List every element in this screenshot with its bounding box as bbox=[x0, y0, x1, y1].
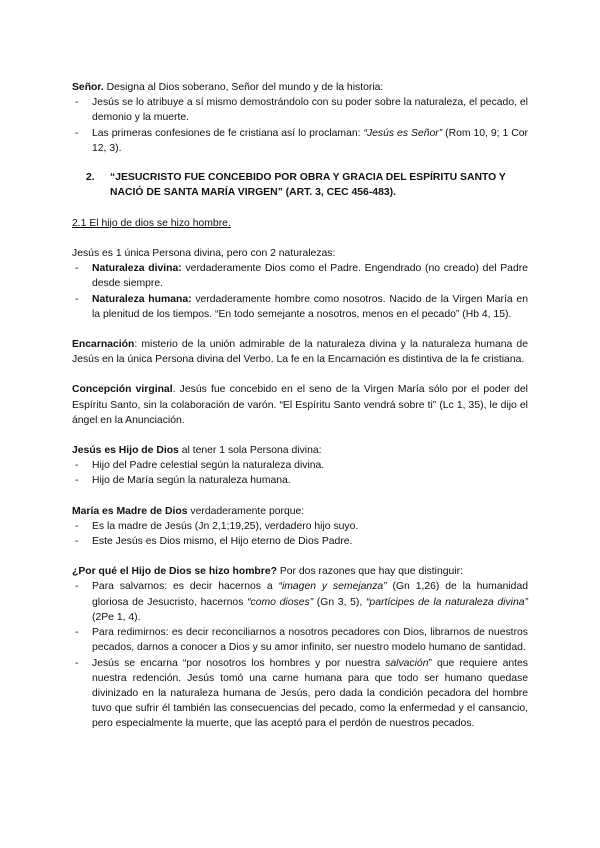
list-item: - Jesús se encarna “por nosotros los hombres y por nuestra salvación” que requiere antes nuestra redención. Jesús tomó una carne humana para que todo ser humano quedase divinizado en la naturaleza humana de Jesús, pero dada la condición pecadora del hombre tuvo que sufrir él también las consecuencias del pecado, como la enfermedad y el cansancio, pero especialmente la muerte, que las aceptó para el perdón de nuestros pecados. bbox=[92, 656, 528, 732]
naturalezas-intro: Jesús es 1 única Persona divina, pero con 2 naturalezas: bbox=[72, 248, 336, 260]
document-page bbox=[72, 80, 528, 732]
madre-paragraph: María es Madre de Dios verdaderamente porque: bbox=[72, 505, 305, 517]
senor-term: Señor. bbox=[72, 82, 104, 93]
list-item: - Hijo de María según la naturaleza humana. bbox=[92, 473, 528, 488]
senor-list bbox=[72, 95, 528, 156]
list-item: - Hijo del Padre celestial según la naturaleza divina. bbox=[92, 458, 528, 473]
hijo-paragraph: Jesús es Hijo de Dios al tener 1 sola Persona divina: bbox=[72, 445, 322, 457]
list-item: - Para salvarnos: es decir hacernos a “imagen y semejanza” (Gn 1,26) de la humanidad gloriosa de Jesucristo, hacernos “como dioses” (Gn 3, 5), “partícipes de la naturaleza divina” (2Pe 1, 4). bbox=[92, 579, 528, 625]
concepcion-paragraph: Concepción virginal. Jesús fue concebido en el seno de la Virgen María sólo por el poder del Espíritu Santo, sin la colaboración de varón. “El Espíritu Santo vendrá sobre ti” (Lc 1, 35), le dijo el ángel en la Anunciación. bbox=[72, 384, 528, 426]
section-2-heading bbox=[86, 170, 528, 201]
section-number: 2. bbox=[86, 172, 95, 184]
list-item: - Las primeras confesiones de fe cristiana así lo proclaman: “Jesús es Señor” (Rom 10, 9; 1 Cor 12, 3). bbox=[92, 126, 528, 156]
porque-paragraph: ¿Por qué el Hijo de Dios se hizo hombre? Por dos razones que hay que distinguir: bbox=[72, 566, 463, 578]
madre-list bbox=[72, 519, 528, 549]
subsection-2-1-heading: 2.1 El hijo de dios se hizo hombre. bbox=[72, 217, 231, 229]
list-item: - Naturaleza divina: verdaderamente Dios como el Padre. Engendrado (no creado) del Padre desde siempre. bbox=[92, 261, 528, 291]
encarnacion-paragraph: Encarnación: misterio de la unión admirable de la naturaleza divina y la naturaleza humana de Jesús en la única Persona divina del Verbo. La fe en la Encarnación es distintiva de la fe cristiana. bbox=[72, 339, 528, 366]
list-item: - Jesús se lo atribuye a sí mismo demostrándolo con su poder sobre la naturaleza, el pecado, el demonio y la muerte. bbox=[92, 95, 528, 125]
section-title: “JESUCRISTO FUE CONCEBIDO POR OBRA Y GRACIA DEL ESPÍRITU SANTO Y NACIÓ DE SANTA MARÍA VIRGEN” (ART. 3, CEC 456-483). bbox=[110, 172, 506, 199]
naturalezas-list bbox=[72, 261, 528, 322]
list-item: - Este Jesús es Dios mismo, el Hijo eterno de Dios Padre. bbox=[92, 534, 528, 549]
porque-list bbox=[72, 579, 528, 731]
senor-paragraph: Señor. Designa al Dios soberano, Señor del mundo y de la historia: bbox=[72, 82, 384, 93]
list-item: - Es la madre de Jesús (Jn 2,1;19,25), verdadero hijo suyo. bbox=[92, 519, 528, 534]
list-item: - Naturaleza humana: verdaderamente hombre como nosotros. Nacido de la Virgen María en la plenitud de los tiempos. “En todo semejante a nosotros, menos en el pecado” (Hb 4, 15). bbox=[92, 292, 528, 322]
list-item: - Para redimirnos: es decir reconciliarnos a nosotros pecadores con Dios, librarnos de nuestros pecados, darnos a conocer a Dios y su amor infinito, ser nuestro modelo humano de santidad. bbox=[92, 625, 528, 655]
hijo-list bbox=[72, 458, 528, 488]
